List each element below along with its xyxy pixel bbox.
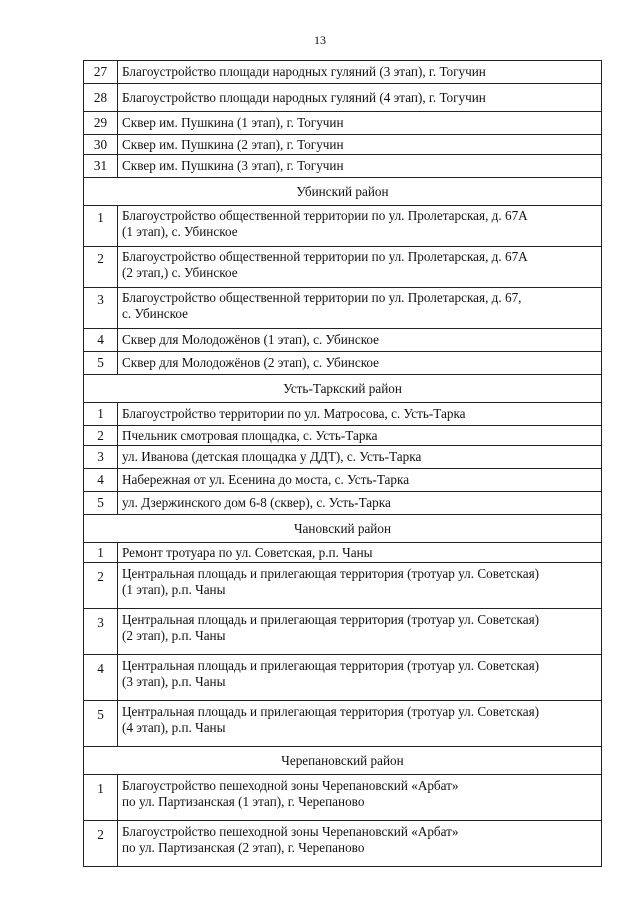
table-row [84, 61, 602, 84]
row-name [118, 247, 602, 288]
row-name-line: (1 этап), р.п. Чаны [122, 582, 226, 597]
row-name: Сквер им. Пушкина (2 этап), г. Тогучин [118, 135, 602, 155]
table-row [84, 821, 602, 867]
row-number: 30 [84, 135, 118, 155]
table-row [84, 112, 602, 135]
row-name-line: Благоустройство общественной территории по ул. Пролетарская, д. 67А [122, 208, 528, 223]
row-number: 31 [84, 155, 118, 178]
row-name-line: Благоустройство общественной территории по ул. Пролетарская, д. 67А [122, 249, 528, 264]
row-number: 29 [84, 112, 118, 135]
row-number: 3 [84, 446, 118, 469]
row-name: ул. Иванова (детская площадка у ДДТ), с. Усть-Тарка [118, 446, 602, 469]
row-number: 5 [84, 701, 118, 747]
row-number: 3 [84, 288, 118, 329]
row-name [118, 206, 602, 247]
page-number: 13 [314, 33, 326, 47]
row-name [118, 655, 602, 701]
table-row [84, 247, 602, 288]
row-name: Набережная от ул. Есенина до моста, с. Усть-Тарка [118, 469, 602, 492]
row-name-line: (3 этап), р.п. Чаны [122, 674, 226, 689]
row-name [118, 701, 602, 747]
table-row [84, 775, 602, 821]
row-name [118, 288, 602, 329]
row-number: 5 [84, 492, 118, 515]
row-name [118, 775, 602, 821]
row-name: Ремонт тротуара по ул. Советская, р.п. Чаны [118, 543, 602, 563]
row-number: 1 [84, 775, 118, 821]
row-name-line: Благоустройство общественной территории по ул. Пролетарская, д. 67, [122, 290, 522, 305]
row-name-line: с. Убинское [122, 306, 188, 321]
row-name: Пчельник смотровая площадка, с. Усть-Тарка [118, 426, 602, 446]
table-row [84, 206, 602, 247]
row-name: Сквер для Молодожёнов (2 этап), с. Убинское [118, 352, 602, 375]
row-name-line: Центральная площадь и прилегающая территория (тротуар ул. Советская) [122, 658, 540, 673]
table-row [84, 655, 602, 701]
row-number: 1 [84, 543, 118, 563]
table-row [84, 446, 602, 469]
district-name: Чановский район [84, 515, 602, 543]
row-number: 2 [84, 426, 118, 446]
row-name-line: Центральная площадь и прилегающая территория (тротуар ул. Советская) [122, 612, 540, 627]
row-name-line: (2 этап,) с. Убинское [122, 265, 238, 280]
row-number: 2 [84, 821, 118, 867]
table-row [84, 288, 602, 329]
row-name-line: по ул. Партизанская (2 этап), г. Черепаново [122, 840, 365, 855]
row-name [118, 821, 602, 867]
district-name: Черепановский район [84, 747, 602, 775]
row-name: Сквер для Молодожёнов (1 этап), с. Убинское [118, 329, 602, 352]
table-row [84, 543, 602, 563]
row-number: 1 [84, 403, 118, 426]
row-number: 4 [84, 655, 118, 701]
district-header-row [84, 515, 602, 543]
territory-table [83, 60, 602, 867]
row-number: 2 [84, 563, 118, 609]
row-number: 27 [84, 61, 118, 84]
table-row [84, 403, 602, 426]
row-name-line: Благоустройство пешеходной зоны Черепановский «Арбат» [122, 824, 459, 839]
table-row [84, 426, 602, 446]
row-name [118, 609, 602, 655]
row-number: 3 [84, 609, 118, 655]
row-name-line: (2 этап), р.п. Чаны [122, 628, 226, 643]
row-number: 5 [84, 352, 118, 375]
row-number: 4 [84, 469, 118, 492]
table-row [84, 155, 602, 178]
table-row [84, 609, 602, 655]
table-row [84, 492, 602, 515]
district-header-row [84, 375, 602, 403]
table-row [84, 701, 602, 747]
row-name-line: Центральная площадь и прилегающая территория (тротуар ул. Советская) [122, 704, 540, 719]
row-name: Благоустройство территории по ул. Матросова, с. Усть-Тарка [118, 403, 602, 426]
row-name: Благоустройство площади народных гуляний (4 этап), г. Тогучин [118, 84, 602, 112]
table-row [84, 84, 602, 112]
row-name-line: по ул. Партизанская (1 этап), г. Черепаново [122, 794, 365, 809]
row-name-line: (4 этап), р.п. Чаны [122, 720, 226, 735]
table-row [84, 563, 602, 609]
table-row [84, 352, 602, 375]
table-row [84, 329, 602, 352]
table-row [84, 135, 602, 155]
district-header-row [84, 178, 602, 206]
row-number: 4 [84, 329, 118, 352]
row-name: Сквер им. Пушкина (1 этап), г. Тогучин [118, 112, 602, 135]
district-name: Усть-Таркский район [84, 375, 602, 403]
row-name: Сквер им. Пушкина (3 этап), г. Тогучин [118, 155, 602, 178]
district-header-row [84, 747, 602, 775]
row-name: ул. Дзержинского дом 6-8 (сквер), с. Усть-Тарка [118, 492, 602, 515]
row-name-line: Центральная площадь и прилегающая территория (тротуар ул. Советская) [122, 566, 540, 581]
row-number: 1 [84, 206, 118, 247]
row-name-line: (1 этап), с. Убинское [122, 224, 238, 239]
district-name: Убинский район [84, 178, 602, 206]
row-name-line: Благоустройство пешеходной зоны Черепановский «Арбат» [122, 778, 459, 793]
row-number: 2 [84, 247, 118, 288]
row-name [118, 563, 602, 609]
table-row [84, 469, 602, 492]
row-name: Благоустройство площади народных гуляний (3 этап), г. Тогучин [118, 61, 602, 84]
row-number: 28 [84, 84, 118, 112]
